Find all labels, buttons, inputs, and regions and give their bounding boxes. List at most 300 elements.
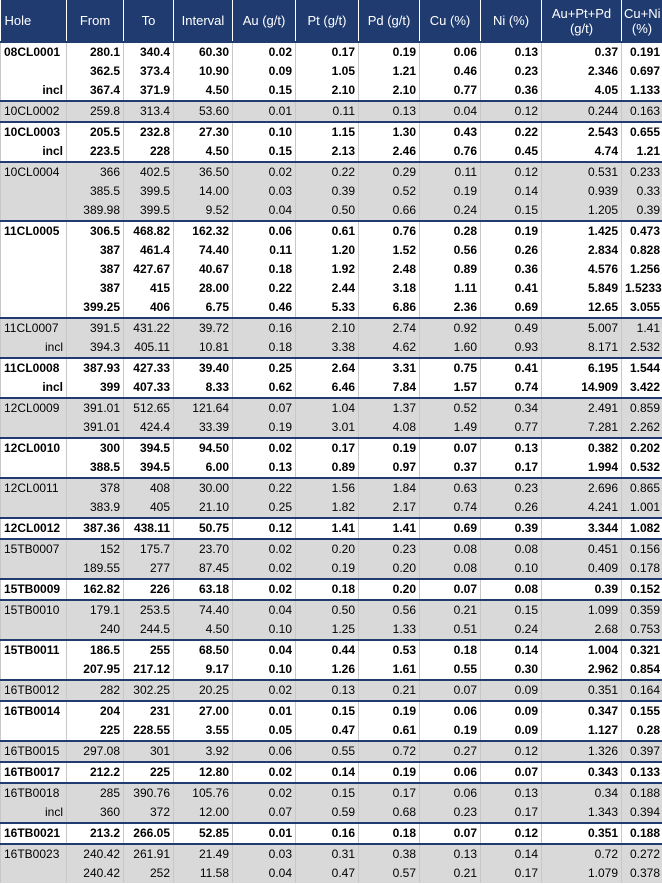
- cell-interval: 11.58: [174, 864, 233, 883]
- cell-pd: 2.74: [359, 318, 420, 338]
- cell-pt: 2.10: [296, 81, 359, 101]
- cell-to: 427.67: [124, 260, 174, 279]
- cell-pt: 1.25: [296, 620, 359, 640]
- cell-pd: 0.19: [359, 42, 420, 62]
- cell-au-pt-pd: 4.74: [542, 142, 622, 162]
- cell-from: 162.82: [67, 579, 124, 600]
- cell-au: 0.02: [233, 42, 296, 62]
- cell-from: 391.5: [67, 318, 124, 338]
- cell-ni: 0.49: [481, 318, 542, 338]
- cell-cu: 0.06: [420, 762, 481, 783]
- cell-au: 0.04: [233, 864, 296, 883]
- cell-from: 205.5: [67, 122, 124, 142]
- cell-hole: [1, 559, 67, 579]
- cell-ni: 0.15: [481, 600, 542, 620]
- cell-cu-ni: 0.33: [622, 182, 662, 201]
- cell-from: 399: [67, 378, 124, 398]
- cell-cu-ni: 0.39: [622, 201, 662, 221]
- cell-cu: 0.08: [420, 559, 481, 579]
- cell-from: 179.1: [67, 600, 124, 620]
- cell-pd: 0.19: [359, 438, 420, 458]
- cell-hole: 12CL0010: [1, 438, 67, 458]
- cell-pt: 2.13: [296, 142, 359, 162]
- cell-au-pt-pd: 5.849: [542, 279, 622, 298]
- cell-pt: 3.01: [296, 418, 359, 438]
- cell-pt: 1.92: [296, 260, 359, 279]
- cell-pt: 0.39: [296, 182, 359, 201]
- cell-au-pt-pd: 5.007: [542, 318, 622, 338]
- cell-ni: 0.23: [481, 62, 542, 81]
- table-row: [1, 864, 662, 883]
- cell-pd: 0.57: [359, 864, 420, 883]
- header-au-pt-pd: Au+Pt+Pd (g/t): [542, 0, 622, 42]
- cell-to: 405: [124, 498, 174, 518]
- cell-cu: 0.63: [420, 478, 481, 498]
- cell-cu-ni: 2.262: [622, 418, 662, 438]
- cell-to: 406: [124, 298, 174, 318]
- cell-au-pt-pd: 0.409: [542, 559, 622, 579]
- cell-pd: 0.17: [359, 783, 420, 803]
- header-cu: Cu (%): [420, 0, 481, 42]
- cell-au: 0.07: [233, 398, 296, 418]
- cell-pd: 3.31: [359, 358, 420, 378]
- cell-au: 0.22: [233, 279, 296, 298]
- cell-pt: 1.20: [296, 241, 359, 260]
- cell-cu-ni: 0.28: [622, 721, 662, 741]
- cell-to: 424.4: [124, 418, 174, 438]
- cell-pt: 0.19: [296, 559, 359, 579]
- cell-from: 186.5: [67, 640, 124, 660]
- cell-cu-ni: 1.41: [622, 318, 662, 338]
- cell-hole: [1, 298, 67, 318]
- cell-pt: 0.61: [296, 221, 359, 241]
- cell-au-pt-pd: 0.351: [542, 680, 622, 701]
- cell-from: 204: [67, 701, 124, 721]
- cell-pd: 1.21: [359, 62, 420, 81]
- table-row: [1, 62, 662, 81]
- cell-ni: 0.74: [481, 378, 542, 398]
- cell-cu-ni: 0.156: [622, 539, 662, 559]
- cell-pt: 2.64: [296, 358, 359, 378]
- cell-hole: 10CL0004: [1, 162, 67, 182]
- cell-au-pt-pd: 1.127: [542, 721, 622, 741]
- cell-ni: 0.17: [481, 864, 542, 883]
- cell-pt: 0.44: [296, 640, 359, 660]
- cell-au: 0.02: [233, 438, 296, 458]
- cell-from: 391.01: [67, 398, 124, 418]
- cell-au: 0.04: [233, 640, 296, 660]
- cell-hole: 12CL0009: [1, 398, 67, 418]
- cell-au-pt-pd: 1.326: [542, 741, 622, 762]
- cell-interval: 9.52: [174, 201, 233, 221]
- cell-interval: 9.17: [174, 660, 233, 680]
- cell-from: 300: [67, 438, 124, 458]
- cell-cu: 1.11: [420, 279, 481, 298]
- cell-pt: 0.15: [296, 701, 359, 721]
- cell-hole: 15TB0007: [1, 539, 67, 559]
- cell-cu-ni: 0.321: [622, 640, 662, 660]
- cell-from: 189.55: [67, 559, 124, 579]
- cell-ni: 0.12: [481, 101, 542, 122]
- cell-from: 240: [67, 620, 124, 640]
- cell-ni: 0.10: [481, 559, 542, 579]
- header-ni: Ni (%): [481, 0, 542, 42]
- cell-au: 0.15: [233, 81, 296, 101]
- cell-cu-ni: 0.753: [622, 620, 662, 640]
- cell-from: 259.8: [67, 101, 124, 122]
- cell-hole: [1, 418, 67, 438]
- cell-ni: 0.36: [481, 81, 542, 101]
- cell-au: 0.03: [233, 844, 296, 864]
- cell-pd: 4.62: [359, 338, 420, 358]
- table-row: [1, 279, 662, 298]
- cell-to: 261.91: [124, 844, 174, 864]
- table-row: [1, 318, 662, 338]
- cell-cu: 0.43: [420, 122, 481, 142]
- cell-cu: 0.18: [420, 640, 481, 660]
- cell-from: 285: [67, 783, 124, 803]
- cell-cu: 1.49: [420, 418, 481, 438]
- table-row: [1, 741, 662, 762]
- cell-ni: 0.08: [481, 539, 542, 559]
- cell-hole: 11CL0005: [1, 221, 67, 241]
- cell-au-pt-pd: 2.834: [542, 241, 622, 260]
- cell-cu-ni: 0.155: [622, 701, 662, 721]
- cell-to: 415: [124, 279, 174, 298]
- cell-to: 231: [124, 701, 174, 721]
- cell-cu: 0.55: [420, 660, 481, 680]
- cell-interval: 20.25: [174, 680, 233, 701]
- cell-ni: 0.93: [481, 338, 542, 358]
- cell-from: 387: [67, 241, 124, 260]
- cell-ni: 0.22: [481, 122, 542, 142]
- cell-cu-ni: 0.865: [622, 478, 662, 498]
- cell-to: 399.5: [124, 201, 174, 221]
- cell-interval: 36.50: [174, 162, 233, 182]
- cell-ni: 0.15: [481, 201, 542, 221]
- table-row: [1, 600, 662, 620]
- cell-pt: 2.10: [296, 318, 359, 338]
- cell-pt: 0.14: [296, 762, 359, 783]
- cell-cu-ni: 0.859: [622, 398, 662, 418]
- cell-interval: 21.10: [174, 498, 233, 518]
- cell-cu-ni: 0.394: [622, 803, 662, 823]
- cell-au: 0.19: [233, 418, 296, 438]
- cell-au: 0.02: [233, 162, 296, 182]
- header-from: From: [67, 0, 124, 42]
- cell-au: 0.01: [233, 701, 296, 721]
- table-row: [1, 620, 662, 640]
- cell-ni: 0.13: [481, 42, 542, 62]
- cell-to: 175.7: [124, 539, 174, 559]
- cell-from: 362.5: [67, 62, 124, 81]
- table-row: [1, 358, 662, 378]
- table-row: [1, 298, 662, 318]
- cell-hole: [1, 260, 67, 279]
- cell-to: 217.12: [124, 660, 174, 680]
- cell-au: 0.01: [233, 823, 296, 844]
- cell-au-pt-pd: 0.451: [542, 539, 622, 559]
- cell-from: 282: [67, 680, 124, 701]
- table-row: [1, 803, 662, 823]
- cell-au-pt-pd: 0.34: [542, 783, 622, 803]
- cell-pt: 0.16: [296, 823, 359, 844]
- cell-interval: 8.33: [174, 378, 233, 398]
- cell-pt: 2.44: [296, 279, 359, 298]
- cell-cu-ni: 0.697: [622, 62, 662, 81]
- cell-interval: 10.81: [174, 338, 233, 358]
- cell-cu: 0.46: [420, 62, 481, 81]
- cell-cu-ni: 0.188: [622, 823, 662, 844]
- cell-cu: 0.06: [420, 783, 481, 803]
- cell-ni: 0.24: [481, 620, 542, 640]
- cell-from: 388.5: [67, 458, 124, 478]
- cell-cu-ni: 0.532: [622, 458, 662, 478]
- cell-interval: 4.50: [174, 81, 233, 101]
- table-row: [1, 122, 662, 142]
- table-row: [1, 182, 662, 201]
- cell-pt: 1.41: [296, 518, 359, 539]
- table-row: [1, 438, 662, 458]
- cell-from: 399.25: [67, 298, 124, 318]
- table-body: [1, 42, 662, 883]
- cell-au-pt-pd: 1.425: [542, 221, 622, 241]
- table-row: [1, 498, 662, 518]
- cell-au-pt-pd: 0.39: [542, 579, 622, 600]
- cell-au-pt-pd: 14.909: [542, 378, 622, 398]
- cell-cu: 0.19: [420, 721, 481, 741]
- cell-ni: 0.19: [481, 221, 542, 241]
- cell-cu-ni: 1.544: [622, 358, 662, 378]
- cell-from: 213.2: [67, 823, 124, 844]
- cell-pt: 1.82: [296, 498, 359, 518]
- cell-au-pt-pd: 0.37: [542, 42, 622, 62]
- cell-cu: 0.06: [420, 701, 481, 721]
- cell-au: 0.22: [233, 478, 296, 498]
- cell-cu-ni: 0.164: [622, 680, 662, 701]
- cell-interval: 33.39: [174, 418, 233, 438]
- cell-cu: 0.52: [420, 398, 481, 418]
- cell-ni: 0.14: [481, 640, 542, 660]
- cell-au: 0.15: [233, 142, 296, 162]
- cell-interval: 12.00: [174, 803, 233, 823]
- cell-au-pt-pd: 2.962: [542, 660, 622, 680]
- cell-from: 360: [67, 803, 124, 823]
- cell-interval: 40.67: [174, 260, 233, 279]
- cell-ni: 0.08: [481, 579, 542, 600]
- cell-au: 0.01: [233, 101, 296, 122]
- cell-pt: 1.04: [296, 398, 359, 418]
- cell-cu-ni: 0.163: [622, 101, 662, 122]
- cell-cu-ni: 0.152: [622, 579, 662, 600]
- cell-au: 0.06: [233, 221, 296, 241]
- cell-au: 0.04: [233, 600, 296, 620]
- header-pd: Pd (g/t): [359, 0, 420, 42]
- cell-pt: 0.11: [296, 101, 359, 122]
- cell-pd: 1.61: [359, 660, 420, 680]
- cell-au: 0.25: [233, 358, 296, 378]
- cell-cu: 2.36: [420, 298, 481, 318]
- cell-ni: 0.26: [481, 241, 542, 260]
- cell-hole: 15TB0010: [1, 600, 67, 620]
- cell-from: 387.36: [67, 518, 124, 539]
- cell-hole: [1, 660, 67, 680]
- cell-ni: 0.41: [481, 279, 542, 298]
- header-hole: Hole: [1, 0, 67, 42]
- cell-pt: 1.26: [296, 660, 359, 680]
- cell-cu-ni: 1.133: [622, 81, 662, 101]
- cell-au-pt-pd: 3.344: [542, 518, 622, 539]
- cell-pd: 0.61: [359, 721, 420, 741]
- cell-hole: [1, 721, 67, 741]
- cell-ni: 0.14: [481, 844, 542, 864]
- cell-to: 266.05: [124, 823, 174, 844]
- cell-interval: 6.75: [174, 298, 233, 318]
- cell-from: 225: [67, 721, 124, 741]
- cell-cu: 1.60: [420, 338, 481, 358]
- cell-au: 0.03: [233, 182, 296, 201]
- cell-pt: 1.56: [296, 478, 359, 498]
- cell-cu-ni: 0.378: [622, 864, 662, 883]
- cell-cu-ni: 0.133: [622, 762, 662, 783]
- cell-hole: 10CL0003: [1, 122, 67, 142]
- cell-cu: 0.51: [420, 620, 481, 640]
- cell-au-pt-pd: 4.241: [542, 498, 622, 518]
- cell-to: 277: [124, 559, 174, 579]
- cell-from: 240.42: [67, 864, 124, 883]
- cell-pd: 1.30: [359, 122, 420, 142]
- table-row: [1, 721, 662, 741]
- cell-to: 512.65: [124, 398, 174, 418]
- cell-hole: 15TB0011: [1, 640, 67, 660]
- cell-au: 0.04: [233, 201, 296, 221]
- table-row: [1, 162, 662, 182]
- cell-au-pt-pd: 4.05: [542, 81, 622, 101]
- cell-cu: 0.69: [420, 518, 481, 539]
- cell-cu: 0.37: [420, 458, 481, 478]
- cell-from: 240.42: [67, 844, 124, 864]
- cell-ni: 0.45: [481, 142, 542, 162]
- table-row: [1, 378, 662, 398]
- cell-pt: 0.20: [296, 539, 359, 559]
- table-row: [1, 640, 662, 660]
- cell-pt: 1.05: [296, 62, 359, 81]
- cell-au: 0.16: [233, 318, 296, 338]
- cell-pd: 0.72: [359, 741, 420, 762]
- cell-cu: 0.92: [420, 318, 481, 338]
- cell-au: 0.25: [233, 498, 296, 518]
- cell-cu: 1.57: [420, 378, 481, 398]
- cell-hole: 11CL0008: [1, 358, 67, 378]
- cell-au-pt-pd: 0.382: [542, 438, 622, 458]
- cell-cu: 0.07: [420, 823, 481, 844]
- cell-ni: 0.12: [481, 162, 542, 182]
- cell-au: 0.06: [233, 741, 296, 762]
- cell-from: 212.2: [67, 762, 124, 783]
- cell-to: 372: [124, 803, 174, 823]
- cell-au: 0.46: [233, 298, 296, 318]
- cell-interval: 14.00: [174, 182, 233, 201]
- cell-to: 340.4: [124, 42, 174, 62]
- cell-hole: incl: [1, 142, 67, 162]
- cell-from: 366: [67, 162, 124, 182]
- cell-from: 391.01: [67, 418, 124, 438]
- cell-cu: 0.77: [420, 81, 481, 101]
- cell-cu-ni: 0.854: [622, 660, 662, 680]
- cell-au: 0.11: [233, 241, 296, 260]
- cell-cu: 0.21: [420, 600, 481, 620]
- cell-cu: 0.07: [420, 438, 481, 458]
- cell-pt: 6.46: [296, 378, 359, 398]
- table-row: [1, 823, 662, 844]
- cell-hole: [1, 620, 67, 640]
- cell-pt: 0.22: [296, 162, 359, 182]
- cell-pd: 0.18: [359, 823, 420, 844]
- cell-au-pt-pd: 12.65: [542, 298, 622, 318]
- cell-pt: 0.47: [296, 721, 359, 741]
- cell-cu: 0.75: [420, 358, 481, 378]
- cell-pd: 0.20: [359, 579, 420, 600]
- cell-cu-ni: 0.202: [622, 438, 662, 458]
- cell-cu: 0.27: [420, 741, 481, 762]
- header-interval: Interval: [174, 0, 233, 42]
- cell-to: 373.4: [124, 62, 174, 81]
- header-au: Au (g/t): [233, 0, 296, 42]
- cell-ni: 0.12: [481, 741, 542, 762]
- header-pt: Pt (g/t): [296, 0, 359, 42]
- cell-pd: 2.17: [359, 498, 420, 518]
- table-row: [1, 579, 662, 600]
- table-row: [1, 241, 662, 260]
- cell-pd: 0.52: [359, 182, 420, 201]
- table-row: [1, 221, 662, 241]
- cell-ni: 0.41: [481, 358, 542, 378]
- cell-ni: 0.09: [481, 721, 542, 741]
- cell-au: 0.12: [233, 518, 296, 539]
- cell-hole: 16TB0012: [1, 680, 67, 701]
- cell-cu: 0.21: [420, 864, 481, 883]
- cell-interval: 3.92: [174, 741, 233, 762]
- cell-interval: 27.00: [174, 701, 233, 721]
- cell-to: 302.25: [124, 680, 174, 701]
- cell-ni: 0.14: [481, 182, 542, 201]
- cell-au-pt-pd: 2.346: [542, 62, 622, 81]
- cell-to: 371.9: [124, 81, 174, 101]
- cell-pd: 0.29: [359, 162, 420, 182]
- cell-au: 0.10: [233, 660, 296, 680]
- cell-ni: 0.09: [481, 701, 542, 721]
- cell-cu: 0.08: [420, 539, 481, 559]
- table-row: [1, 260, 662, 279]
- cell-to: 253.5: [124, 600, 174, 620]
- cell-cu-ni: 3.422: [622, 378, 662, 398]
- cell-pd: 1.33: [359, 620, 420, 640]
- cell-to: 390.76: [124, 783, 174, 803]
- cell-from: 223.5: [67, 142, 124, 162]
- cell-pt: 0.31: [296, 844, 359, 864]
- cell-hole: 16TB0014: [1, 701, 67, 721]
- cell-au: 0.07: [233, 803, 296, 823]
- cell-hole: [1, 864, 67, 883]
- cell-interval: 68.50: [174, 640, 233, 660]
- cell-au-pt-pd: 4.576: [542, 260, 622, 279]
- cell-pd: 4.08: [359, 418, 420, 438]
- cell-ni: 0.09: [481, 680, 542, 701]
- cell-pd: 1.52: [359, 241, 420, 260]
- cell-cu: 0.74: [420, 498, 481, 518]
- cell-interval: 39.40: [174, 358, 233, 378]
- table-row: [1, 783, 662, 803]
